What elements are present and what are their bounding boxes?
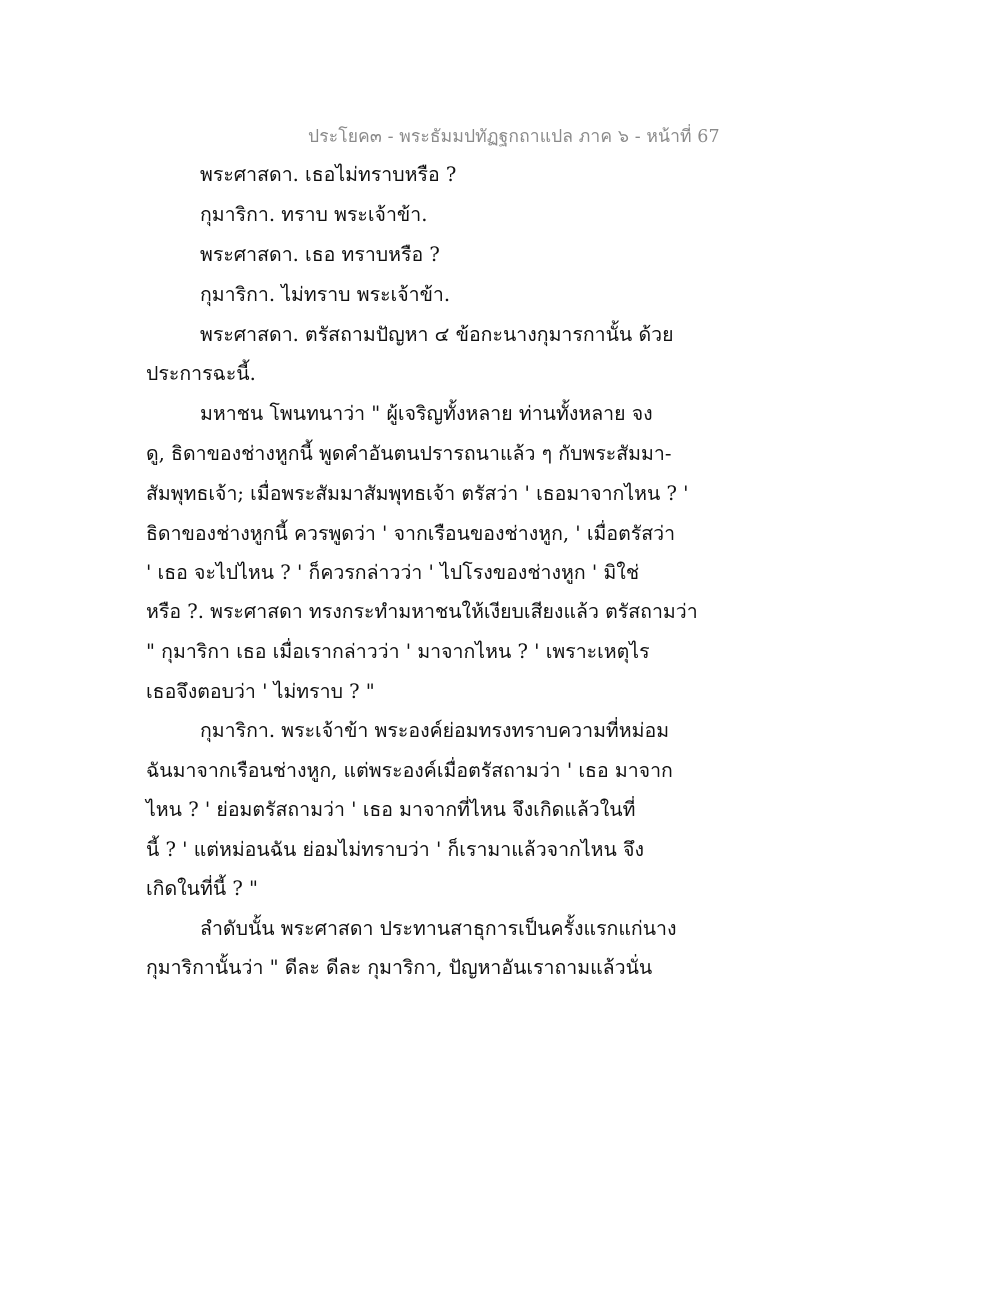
- text-line-2: กุมาริกา. ทราบ พระเจ้าข้า.: [200, 203, 428, 226]
- text-line-17: ไหน ? ' ย่อมตรัสถามว่า ' เธอ มาจากที่ไหน จึงเกิดแล้วในที่: [146, 798, 636, 821]
- text-line-18: นี้ ? ' แต่หม่อนฉัน ย่อมไม่ทราบว่า ' ก็เรามาแล้วจากไหน จึง: [146, 838, 644, 861]
- text-line-10: ธิดาของช่างหูกนี้ ควรพูดว่า ' จากเรือนของช่างหูก, ' เมื่อตรัสว่า: [146, 522, 676, 545]
- text-line-1: พระศาสดา. เธอไม่ทราบหรือ ?: [200, 163, 457, 186]
- text-line-16: ฉันมาจากเรือนช่างหูก, แต่พระองค์เมื่อตรัสถามว่า ' เธอ มาจาก: [146, 759, 673, 782]
- text-line-5: พระศาสดา. ตรัสถามปัญหา ๔ ข้อกะนางกุมารกานั้น ด้วย: [200, 323, 674, 346]
- text-line-4: กุมาริกา. ไม่ทราบ พระเจ้าข้า.: [200, 283, 451, 306]
- text-line-9: สัมพุทธเจ้า; เมื่อพระสัมมาสัมพุทธเจ้า ตรัสว่า ' เธอมาจากไหน ? ': [146, 482, 689, 505]
- text-line-15: กุมาริกา. พระเจ้าข้า พระองค์ย่อมทรงทราบความที่หม่อม: [200, 719, 670, 742]
- text-line-12: หรือ ?. พระศาสดา ทรงกระทำมหาชนให้เงียบเสียงแล้ว ตรัสถามว่า: [146, 600, 698, 623]
- text-line-13: " กุมาริกา เธอ เมื่อเรากล่าวว่า ' มาจากไหน ? ' เพราะเหตุไร: [146, 640, 650, 663]
- text-line-19: เกิดในที่นี้ ? ": [146, 877, 258, 900]
- text-line-20: ลำดับนั้น พระศาสดา ประทานสาธุการเป็นครั้งแรกแก่นาง: [200, 917, 677, 940]
- text-line-11: ' เธอ จะไปไหน ? ' ก็ควรกล่าวว่า ' ไปโรงของช่างหูก ' มิใช่: [146, 561, 640, 584]
- text-line-6: ประการฉะนี้.: [146, 362, 256, 385]
- text-line-14: เธอจึงตอบว่า ' ไม่ทราบ ? ": [146, 680, 375, 703]
- text-line-21: กุมาริกานั้นว่า " ดีละ ดีละ กุมาริกา, ปัญหาอันเราถามแล้วนั่น: [146, 956, 653, 979]
- page-header: ประโยค๓ - พระธัมมปทัฏฐกถาแปล ภาค ๖ - หน้าที่ 67: [308, 127, 720, 147]
- text-line-7: มหาชน โพนทนาว่า " ผู้เจริญทั้งหลาย ท่านทั้งหลาย จง: [200, 402, 653, 425]
- text-line-8: ดู, ธิดาของช่างหูกนี้ พูดคำอันตนปรารถนาแล้ว ๆ กับพระสัมมา-: [146, 442, 672, 465]
- text-line-3: พระศาสดา. เธอ ทราบหรือ ?: [200, 243, 440, 266]
